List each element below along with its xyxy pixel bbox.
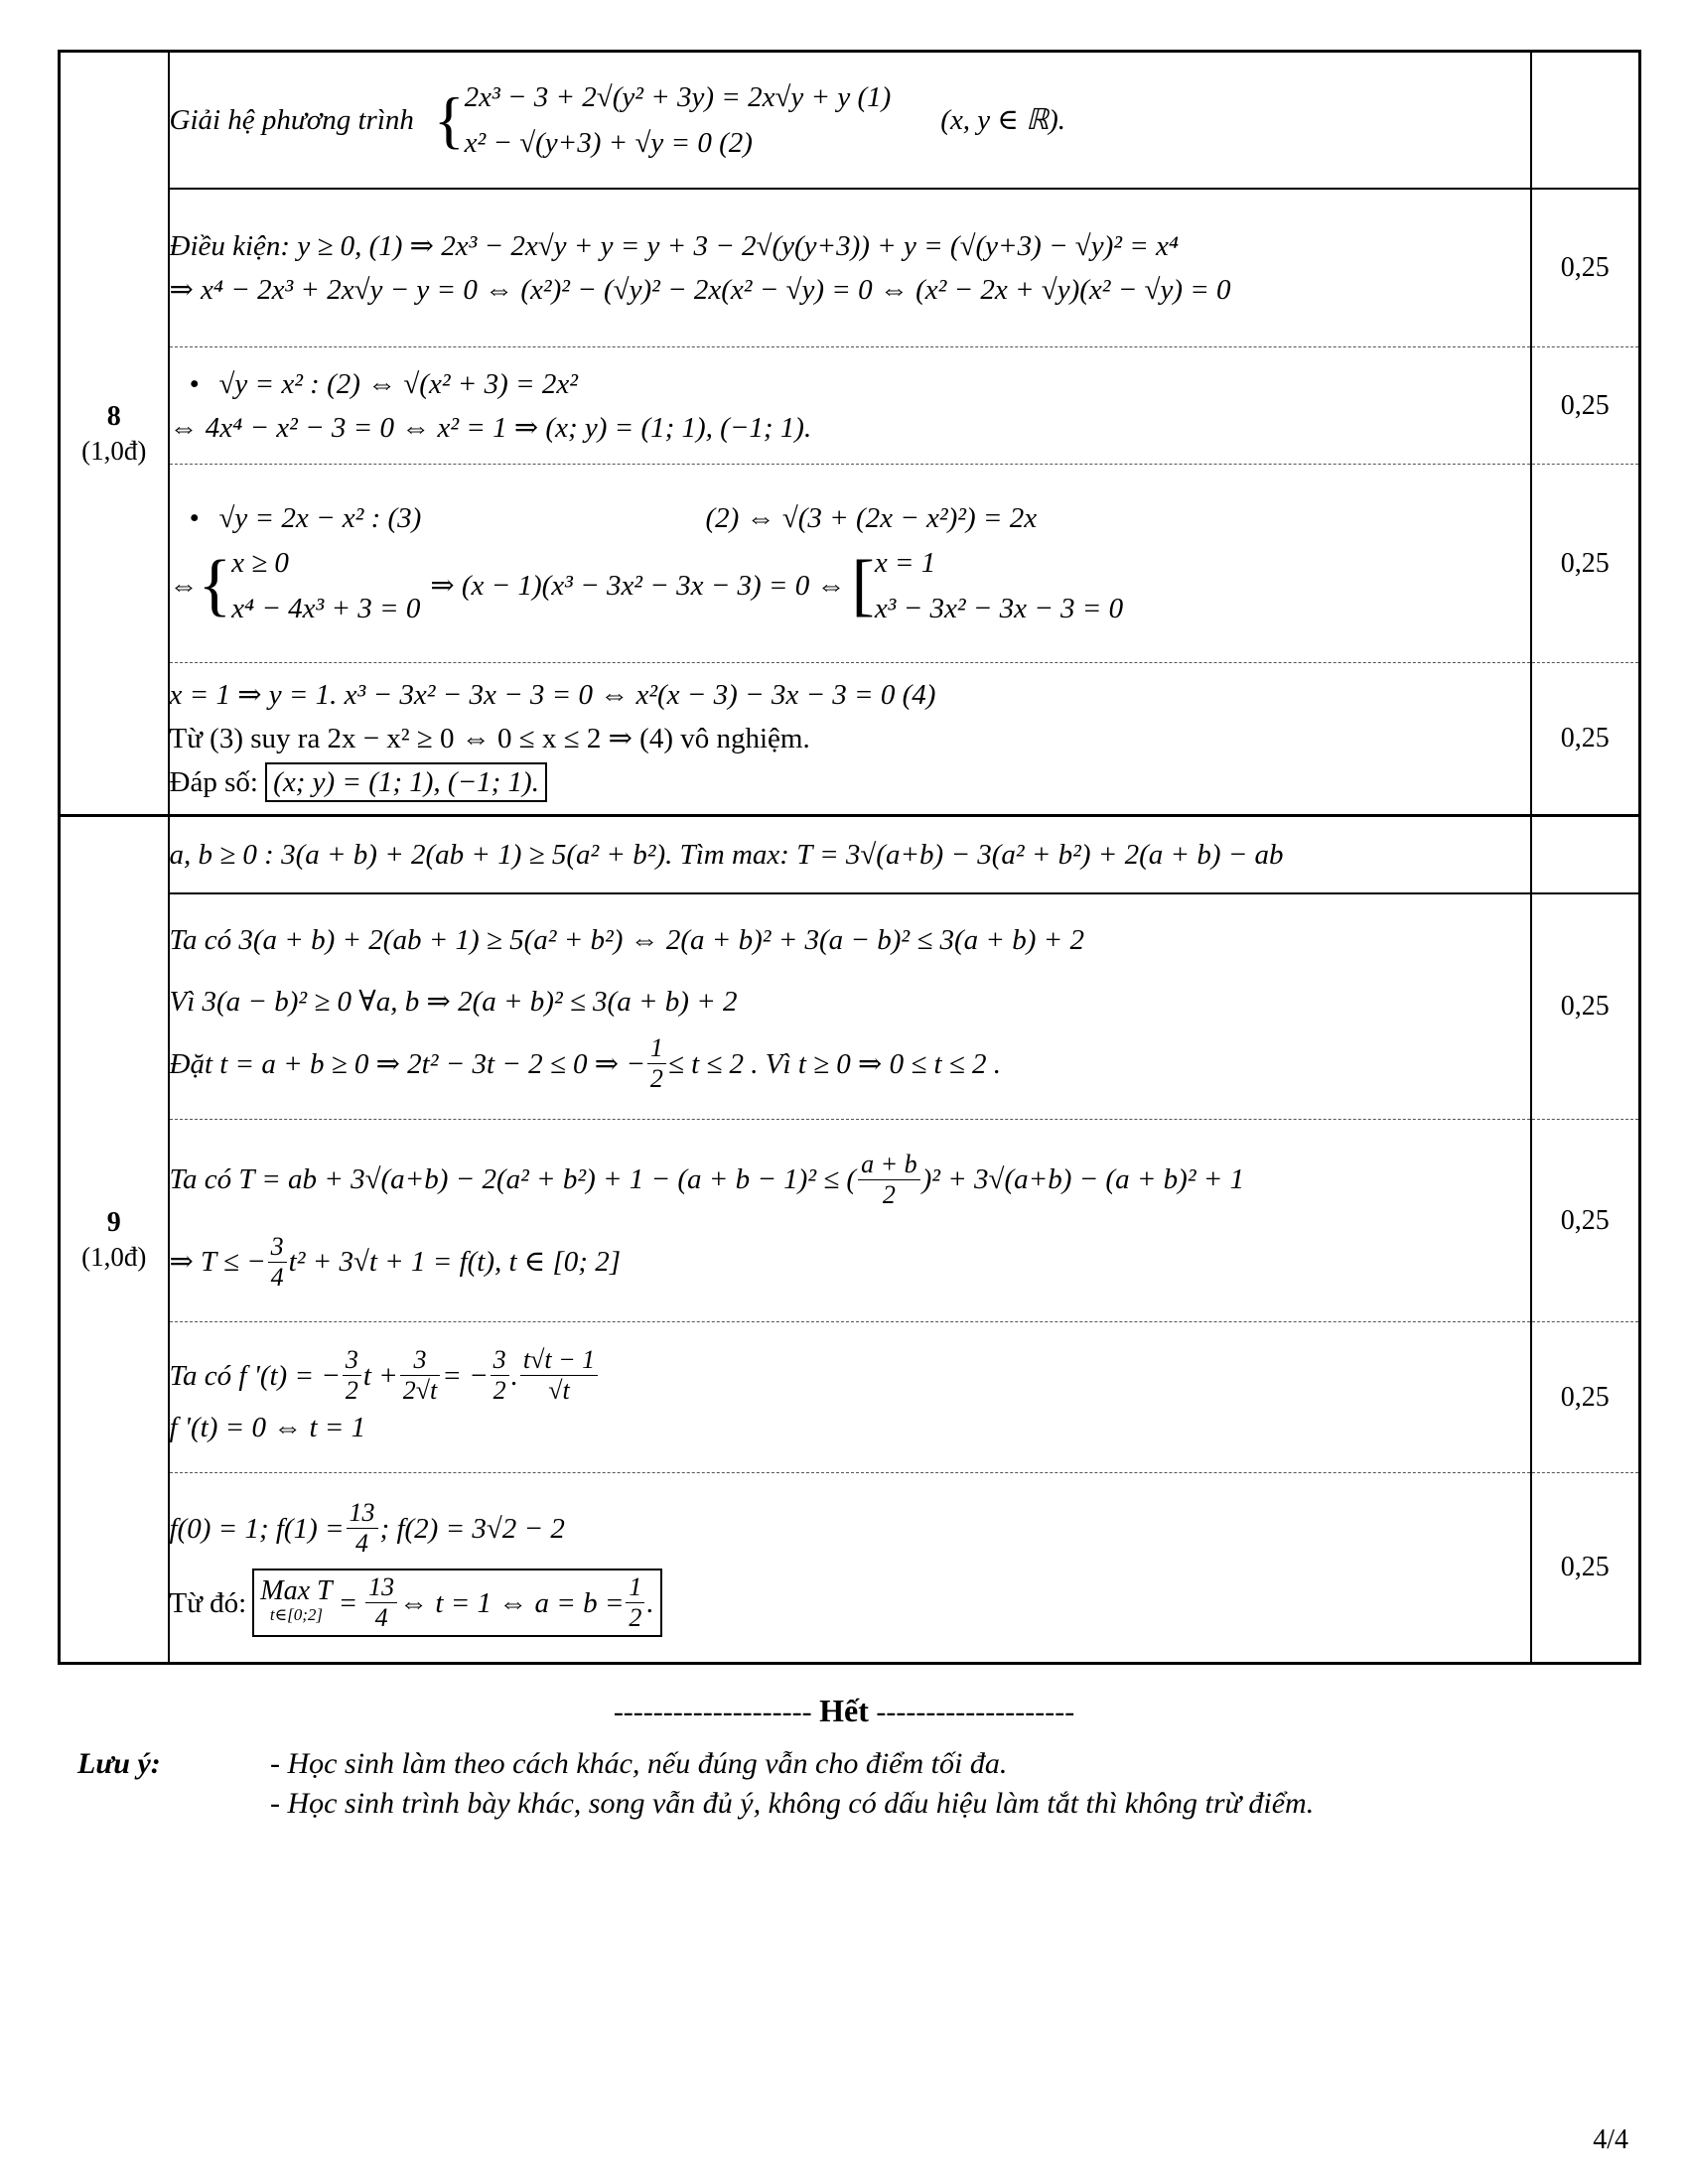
q9-step-3-line-2: f '(t) = 0 ⇔ t = 1 <box>169 1412 366 1443</box>
q8-answer-box: (x; y) = (1; 1), (−1; 1). <box>265 762 547 802</box>
q8-step-3-cond-2: x⁴ − 4x³ + 3 = 0 <box>231 592 421 624</box>
q8-step-3-bracket: [ <box>851 546 875 623</box>
q9-step-1-frac: $\frac{1}{2}$ <box>647 1033 666 1094</box>
q9-step-1-line-1: Ta có 3(a + b) + 2(ab + 1) ≥ 5(a² + b²) ⇔ 2(a + b)² + 3(a − b)² ≤ 3(a + b) + 2 <box>169 924 1084 957</box>
end-word: Hết <box>819 1693 869 1728</box>
q8-step-4-score: 0,25 <box>1531 663 1640 816</box>
q8-number: 8 <box>106 401 121 432</box>
q8-step-3-case: √y = 2x − x² : (3) <box>218 501 422 534</box>
q9-step-3-lead: Ta có f '(t) = − <box>169 1359 341 1392</box>
q8-step-3-root-1: x = 1 <box>874 546 936 579</box>
q9-step-3-eq: = − <box>442 1359 489 1392</box>
q9-step-1-score: 0,25 <box>1531 893 1640 1120</box>
q9-points: (1,0đ) <box>81 1242 147 1272</box>
q9-answer-frac-2: $\frac{1}{2}$ <box>626 1572 644 1633</box>
q8-system-brace: { <box>433 83 465 155</box>
q9-prompt-expr: T = 3√(a+b) − 3(a² + b²) + 2(a + b) − ab <box>796 838 1284 871</box>
q9-step-3-frac-1: $\frac{3}{2}$ <box>343 1345 361 1406</box>
q8-step-3-root-2: x³ − 3x² − 3x − 3 = 0 <box>874 592 1124 624</box>
q9-step-4-line-1-end: ; f(2) = 3√2 − 2 <box>379 1512 565 1545</box>
bullet-icon: • <box>189 367 200 400</box>
q9-prompt-score <box>1531 816 1640 893</box>
q9-conclusion-label: Từ đó: <box>169 1586 247 1619</box>
q9-step-2 <box>169 1120 1531 1322</box>
answer-table <box>58 50 1641 1665</box>
q9-step-3-frac-2: $\frac{3}{2√t}$ <box>400 1345 441 1406</box>
q9-step-2-line-2: ⇒ T ≤ − <box>169 1246 266 1278</box>
q9-step-2-line-1-end: )² + 3√(a+b) − (a + b)² + 1 <box>921 1163 1245 1195</box>
q8-eq1: 2x³ − 3 + 2√(y² + 3y) = 2x√y + y (1) <box>464 80 892 113</box>
q9-step-2-line-2-end: t² + 3√t + 1 = f(t), t ∈ [0; 2] <box>288 1246 622 1278</box>
q9-step-4-score: 0,25 <box>1531 1473 1640 1664</box>
q8-step-2-line-1: √y = x² : (2) ⇔ √(x² + 3) = 2x² <box>218 367 578 400</box>
q8-step-2-score: 0,25 <box>1531 347 1640 465</box>
q9-step-2-frac-2: $\frac{3}{4}$ <box>268 1232 287 1293</box>
q8-answer-label: Đáp số: <box>169 766 258 798</box>
q9-step-1-line-3: Đặt t = a + b ≥ 0 ⇒ 2t² − 3t − 2 ≤ 0 ⇒ − <box>169 1047 645 1080</box>
q9-prompt-condition: a, b ≥ 0 : 3(a + b) + 2(ab + 1) ≥ 5(a² + b²). <box>169 838 673 871</box>
q8-step-4-line-1: x = 1 ⇒ y = 1. x³ − 3x² − 3x − 3 = 0 ⇔ x²(x − 3) − 3x − 3 = 0 (4) <box>169 679 936 711</box>
q9-answer-box <box>252 1569 661 1637</box>
note-2: - Học sinh trình bày khác, song vẫn đủ ý, không có dấu hiệu làm tắt thì không trừ điểm. <box>270 1787 1315 1820</box>
q8-number-cell <box>60 52 169 816</box>
q9-prompt <box>169 816 1531 893</box>
q9-step-1 <box>169 893 1531 1120</box>
q8-step-1 <box>169 189 1531 347</box>
q8-step-3-cond-1: x ≥ 0 <box>231 546 289 579</box>
q8-step-3-score: 0,25 <box>1531 465 1640 663</box>
q8-step-1-score: 0,25 <box>1531 189 1640 347</box>
q8-step-3: • √y = 2x − x² : (3) (2) ⇔ √(3 + (2x − x²)²) = 2x ⇔ { x ≥ 0 x⁴ − 4x³ + 3 = 0 ⇒ (x − 1)(x³ − 3x² − 3x − 3) = 0 ⇔ [ x = 1 x³ − 3x² − 3x − 3 = 0 <box>169 465 1531 663</box>
q9-step-2-line-1: Ta có T = ab + 3√(a+b) − 2(a² + b²) + 1 − (a + b − 1)² ≤ ( <box>169 1163 857 1195</box>
q8-step-1-line-1: Điều kiện: y ≥ 0, (1) ⇒ 2x³ − 2x√y + y = y + 3 − 2√(y(y+3)) + y = (√(y+3) − √y)² = x⁴ <box>169 229 1179 262</box>
q8-step-1-line-2: ⇒ x⁴ − 2x³ + 2x√y − y = 0 ⇔ (x²)² − (√y)² − 2x(x² − √y) = 0 ⇔ (x² − 2x + √y)(x² − √y) = 0 <box>169 273 1231 306</box>
q8-prompt <box>169 52 1531 189</box>
q8-points: (1,0đ) <box>81 436 147 466</box>
q9-step-3-score: 0,25 <box>1531 1322 1640 1473</box>
q8-prompt-text: Giải hệ phương trình <box>169 103 414 136</box>
q9-answer-cond: ⇔ t = 1 ⇔ a = b = <box>399 1586 625 1619</box>
q9-answer-eq: = <box>338 1586 358 1619</box>
q9-step-2-score: 0,25 <box>1531 1120 1640 1322</box>
q9-answer-dot: . <box>646 1586 654 1619</box>
q9-step-3-frac-3: $\frac{3}{2}$ <box>491 1345 509 1406</box>
end-dashes-right: -------------------- <box>876 1696 1075 1728</box>
q9-step-2-frac-1: $\frac{a + b}{2}$ <box>858 1150 920 1210</box>
q9-step-4-frac-1: $\frac{13}{4}$ <box>347 1498 378 1559</box>
q9-step-3-frac-4: $\frac{t√t - 1}{√t}$ <box>520 1345 598 1406</box>
q9-number: 9 <box>106 1207 121 1238</box>
q9-step-1-line-2: Vì 3(a − b)² ≥ 0 ∀a, b ⇒ 2(a + b)² ≤ 3(a + b) + 2 <box>169 986 738 1019</box>
q8-step-2 <box>169 347 1531 465</box>
q8-prompt-score <box>1531 52 1640 189</box>
q8-step-3-factor: ⇒ (x − 1)(x³ − 3x² − 3x − 3) = 0 ⇔ <box>430 569 846 602</box>
q9-max-label: Max T <box>260 1574 333 1606</box>
q8-step-3-brace: { <box>198 546 232 623</box>
q9-step-3 <box>169 1322 1531 1473</box>
bullet-icon: • <box>189 501 200 534</box>
q9-step-4-line-1: f(0) = 1; f(1) = <box>169 1512 345 1545</box>
q9-step-4 <box>169 1473 1531 1664</box>
q8-step-2-line-2: ⇔ 4x⁴ − x² − 3 = 0 ⇔ x² = 1 ⇒ (x; y) = (1; 1), (−1; 1). <box>169 411 812 444</box>
q8-domain: (x, y ∈ ℝ). <box>940 103 1066 136</box>
q9-number-cell <box>60 816 169 1664</box>
note-1: - Học sinh làm theo cách khác, nếu đúng vẫn cho điểm tối đa. <box>270 1747 1008 1780</box>
note-label: Lưu ý: <box>77 1747 161 1780</box>
q8-eq2: x² − √(y+3) + √y = 0 (2) <box>464 126 753 159</box>
q8-step-3-eq2: (2) ⇔ √(3 + (2x − x²)²) = 2x <box>705 501 1038 534</box>
q8-step-4-line-2: Từ (3) suy ra 2x − x² ≥ 0 ⇔ 0 ≤ x ≤ 2 ⇒ (4) vô nghiệm. <box>169 723 810 754</box>
q9-prompt-task: Tìm max: <box>679 838 789 871</box>
q9-step-3-t: t + <box>362 1359 398 1392</box>
q9-answer-frac-1: $\frac{13}{4}$ <box>365 1572 397 1633</box>
page-number: 4/4 <box>1593 2124 1628 2155</box>
q9-step-3-dot: . <box>510 1359 518 1392</box>
end-marker <box>0 1693 1688 1729</box>
q8-step-4 <box>169 663 1531 816</box>
q9-max-domain: t∈[0;2] <box>269 1604 324 1624</box>
q9-step-1-line-3-end: ≤ t ≤ 2 . Vì t ≥ 0 ⇒ 0 ≤ t ≤ 2 . <box>667 1047 1001 1080</box>
end-dashes-left: -------------------- <box>613 1696 812 1728</box>
